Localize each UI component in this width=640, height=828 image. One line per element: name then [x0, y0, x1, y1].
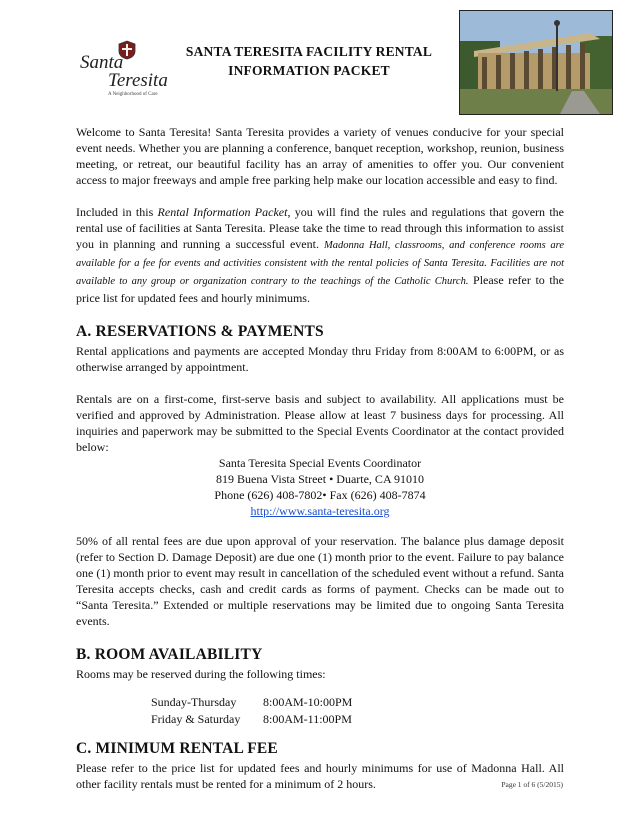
hours-row [151, 711, 564, 728]
logo-word-teresita: Teresita [108, 70, 168, 91]
section-a-paragraph-2: Rentals are on a first-come, first-serve basis and subject to availability. All applications must be verified and approved by Administration. Please allow at least 7 business days for processing. All inquiries and paperwork may be submitted to the Special Events Coordinator at the contact provided below: [76, 392, 564, 454]
hours-days: Sunday-Thursday [151, 695, 237, 709]
intro-p2-text-b: , you will find the rules and regulations that govern the rental use of facilities at Santa Teresita. Please take the time to read through this information to assist you in planning and running a successful event. [76, 205, 564, 251]
section-a-paragraph-1: Rental applications and payments are accepted Monday thru Friday from 8:00AM to 6:00PM, or as otherwise arranged by appointment. [76, 344, 564, 374]
intro-p2-italic: Rental Information Packet [157, 205, 288, 219]
intro-p2-text-c: Please refer to the price list for updated fees and hourly minimums. [76, 273, 564, 305]
section-c-paragraph-1: Please refer to the price list for updated fees and hourly minimums for use of Madonna Hall. All other facility rentals must be rented for a minimum of 2 hours. [76, 761, 564, 791]
title-line-2: INFORMATION PACKET [228, 63, 390, 78]
logo-word-santa: Santa [80, 52, 124, 73]
building-photo [459, 10, 613, 115]
website-link[interactable]: http://www.santa-teresita.org [250, 504, 390, 518]
hours-row [151, 694, 564, 711]
section-b-intro: Rooms may be reserved during the following times: [76, 667, 326, 681]
logo-tagline: A Neighborhood of Care [108, 92, 158, 97]
intro-p2-note: Madonna Hall, classrooms, and conference rooms are available for a fee for events and activities consistent with the rental policies of Santa Teresita. Facilities are not available to any group or organization contrary to the teachings of the Catholic Church. [76, 240, 565, 287]
title-line-1: SANTA TERESITA FACILITY RENTAL [185, 44, 433, 59]
hours-table [151, 694, 564, 727]
section-a-heading: A. RESERVATIONS & PAYMENTS [76, 323, 324, 340]
contact-block [76, 455, 564, 519]
contact-phone: Phone (626) 408-7802• Fax (626) 408-7874 [214, 488, 426, 502]
intro-paragraph-2 [76, 204, 564, 306]
hours-days: Friday & Saturday [151, 711, 241, 726]
hours-time: 8:00AM-11:00PM [263, 711, 352, 726]
hours-time: 8:00AM-10:00PM [263, 695, 353, 709]
section-c-heading: C. MINIMUM RENTAL FEE [76, 740, 278, 757]
section-b-heading: B. ROOM AVAILABILITY [76, 646, 263, 663]
document-body [76, 124, 564, 808]
document-title [178, 42, 440, 80]
page-number: Page 1 of 6 (5/2015) [501, 780, 563, 789]
section-a-paragraph-3: 50% of all rental fees are due upon approval of your reservation. The balance plus damage deposit (refer to Section D. Damage Deposit) are due one (1) month prior to the event. Failure to pay balance one (1) month prior to event may result in cancellation of the scheduled event without a refund. Santa Teresita accepts checks, cash and credit cards as forms of payment. Checks can be made out to “Santa Teresita.” Extended or multiple reservations may be limited due to ongoing Santa Teresita events. [76, 534, 564, 628]
intro-paragraph-1: Welcome to Santa Teresita! Santa Teresita provides a variety of venues conducive for your special event needs. Whether you are planning a conference, banquet reception, workshop, reunion, business meeting, or retreat, our beautiful facility has an array of amenities to offer you. Our convenient access to major freeways and ample free parking help make our location accessible and easy to find. [76, 125, 564, 187]
santa-teresita-logo [78, 40, 168, 96]
intro-p2-text-a: Included in this [76, 205, 158, 219]
contact-address: 819 Buena Vista Street • Duarte, CA 91010 [216, 472, 424, 486]
contact-name: Santa Teresita Special Events Coordinator [218, 456, 422, 470]
